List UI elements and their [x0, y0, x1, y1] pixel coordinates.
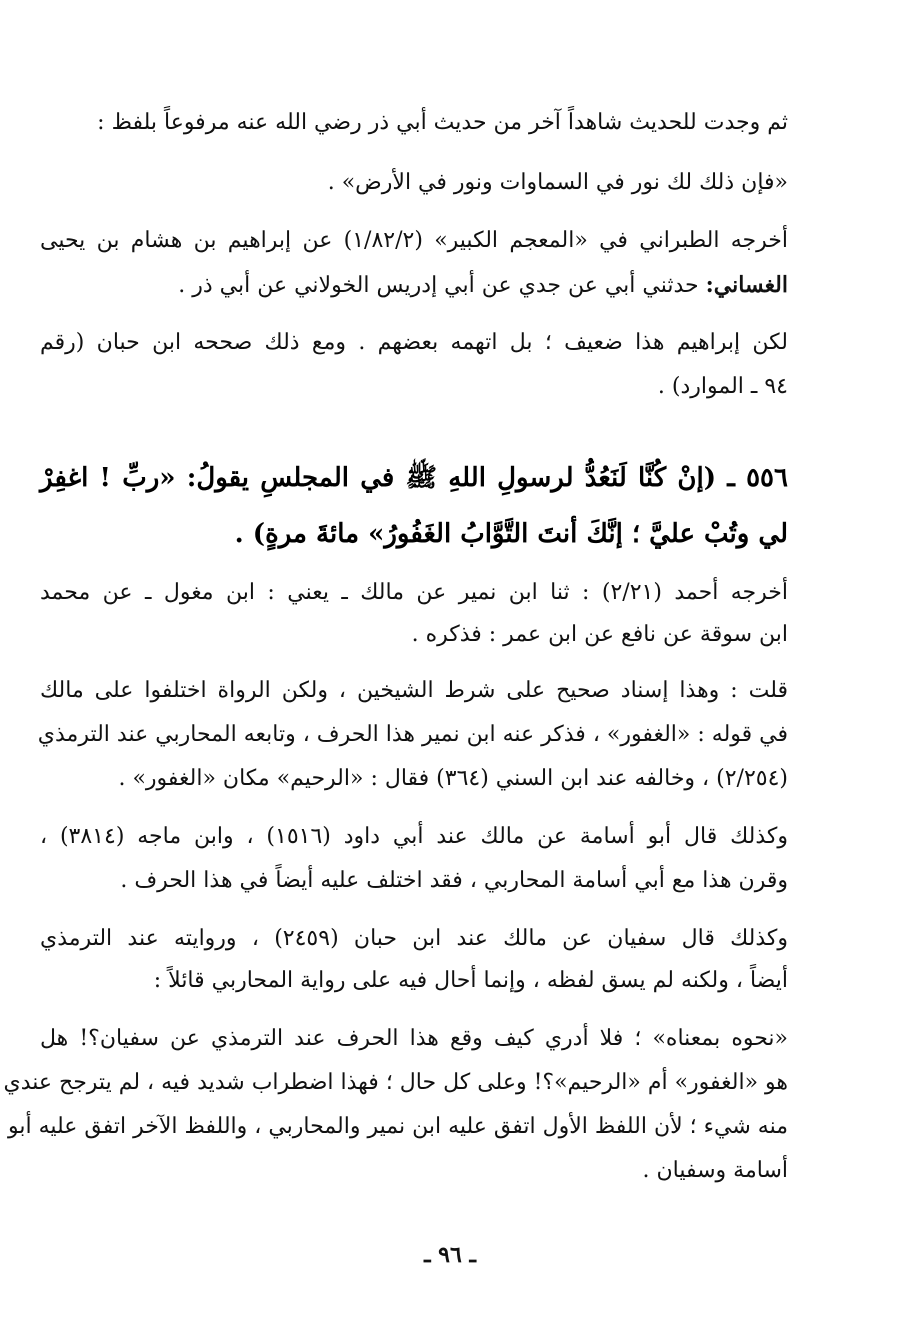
- text-line: [40, 268, 788, 303]
- text-line: ثم وجدت للحديث شاهداً آخر من حديث أبي ذر رضي الله عنه مرفوعاً بلفظ :: [97, 110, 788, 135]
- text-line: قلت : وهذا إسناد صحيح على شرط الشيخين ، ولكن الرواة اختلفوا على مالك: [40, 678, 788, 703]
- text-line: (٢/٢٥٤) ، وخالفه عند ابن السني (٣٦٤) فقال : «الرحيم» مكان «الغفور» .: [118, 766, 788, 791]
- text-line: ابن سوقة عن نافع عن ابن عمر : فذكره .: [411, 622, 788, 647]
- text-line: ٩٤ ـ الموارد) .: [657, 374, 788, 399]
- text-line: هو «الغفور» أم «الرحيم»؟! وعلى كل حال ؛ فهذا اضطراب شديد فيه ، لم يترجح عندي: [3, 1070, 788, 1095]
- text-line: وقرن هذا مع أبي أسامة المحاربي ، فقد اختلف عليه أيضاً في هذا الحرف .: [120, 868, 788, 893]
- text-line: أسامة وسفيان .: [642, 1158, 788, 1183]
- hadith-heading-line: ٥٥٦ ـ (إنْ كُنَّا لَنَعُدُّ لرسولِ اللهِ ﷺ في المجلسِ يقولُ: «ربِّ ! اغفِرْ: [40, 463, 788, 493]
- text-segment: حدثني أبي عن جدي عن أبي إدريس الخولاني عن أبي ذر .: [178, 273, 699, 298]
- text-line: وكذلك قال سفيان عن مالك عند ابن حبان (٢٤٥٩) ، وروايته عند الترمذي: [40, 926, 789, 951]
- text-line: أخرجه أحمد (٢/٢١) : ثنا ابن نمير عن مالك ـ يعني : ابن مغول ـ عن محمد: [40, 580, 788, 605]
- text-line: أخرجه الطبراني في «المعجم الكبير» (١/٨٢/٢) عن إبراهيم بن هشام بن يحيى: [40, 228, 788, 253]
- hadith-heading-line: لي وتُبْ عليَّ ؛ إنَّكَ أنتَ التَّوَّابُ الغَفُورُ» مائةَ مرةٍ) .: [234, 519, 788, 549]
- text-line: في قوله : «الغفور» ، فذكر عنه ابن نمير هذا الحرف ، وتابعه المحاربي عند الترمذي: [37, 722, 788, 747]
- page-number: ـ ٩٦ ـ: [424, 1242, 476, 1268]
- text-line: أيضاً ، ولكنه لم يسق لفظه ، وإنما أحال فيه على رواية المحاربي قائلاً :: [153, 968, 788, 993]
- text-line: «نحوه بمعناه» ؛ فلا أدري كيف وقع هذا الحرف عند الترمذي عن سفيان؟! هل: [40, 1026, 788, 1051]
- text-line: لكن إبراهيم هذا ضعيف ؛ بل اتهمه بعضهم . ومع ذلك صححه ابن حبان (رقم: [40, 330, 789, 355]
- text-line: منه شيء ؛ لأن اللفظ الأول اتفق عليه ابن نمير والمحاربي ، واللفظ الآخر اتفق عليه أبو: [8, 1114, 788, 1139]
- text-line: «فإن ذلك لك نور في السماوات ونور في الأرض» .: [327, 170, 788, 195]
- text-line: وكذلك قال أبو أسامة عن مالك عند أبي داود (١٥١٦) ، وابن ماجه (٣٨١٤) ،: [40, 824, 788, 849]
- narrator-name: الغساني:: [705, 272, 788, 298]
